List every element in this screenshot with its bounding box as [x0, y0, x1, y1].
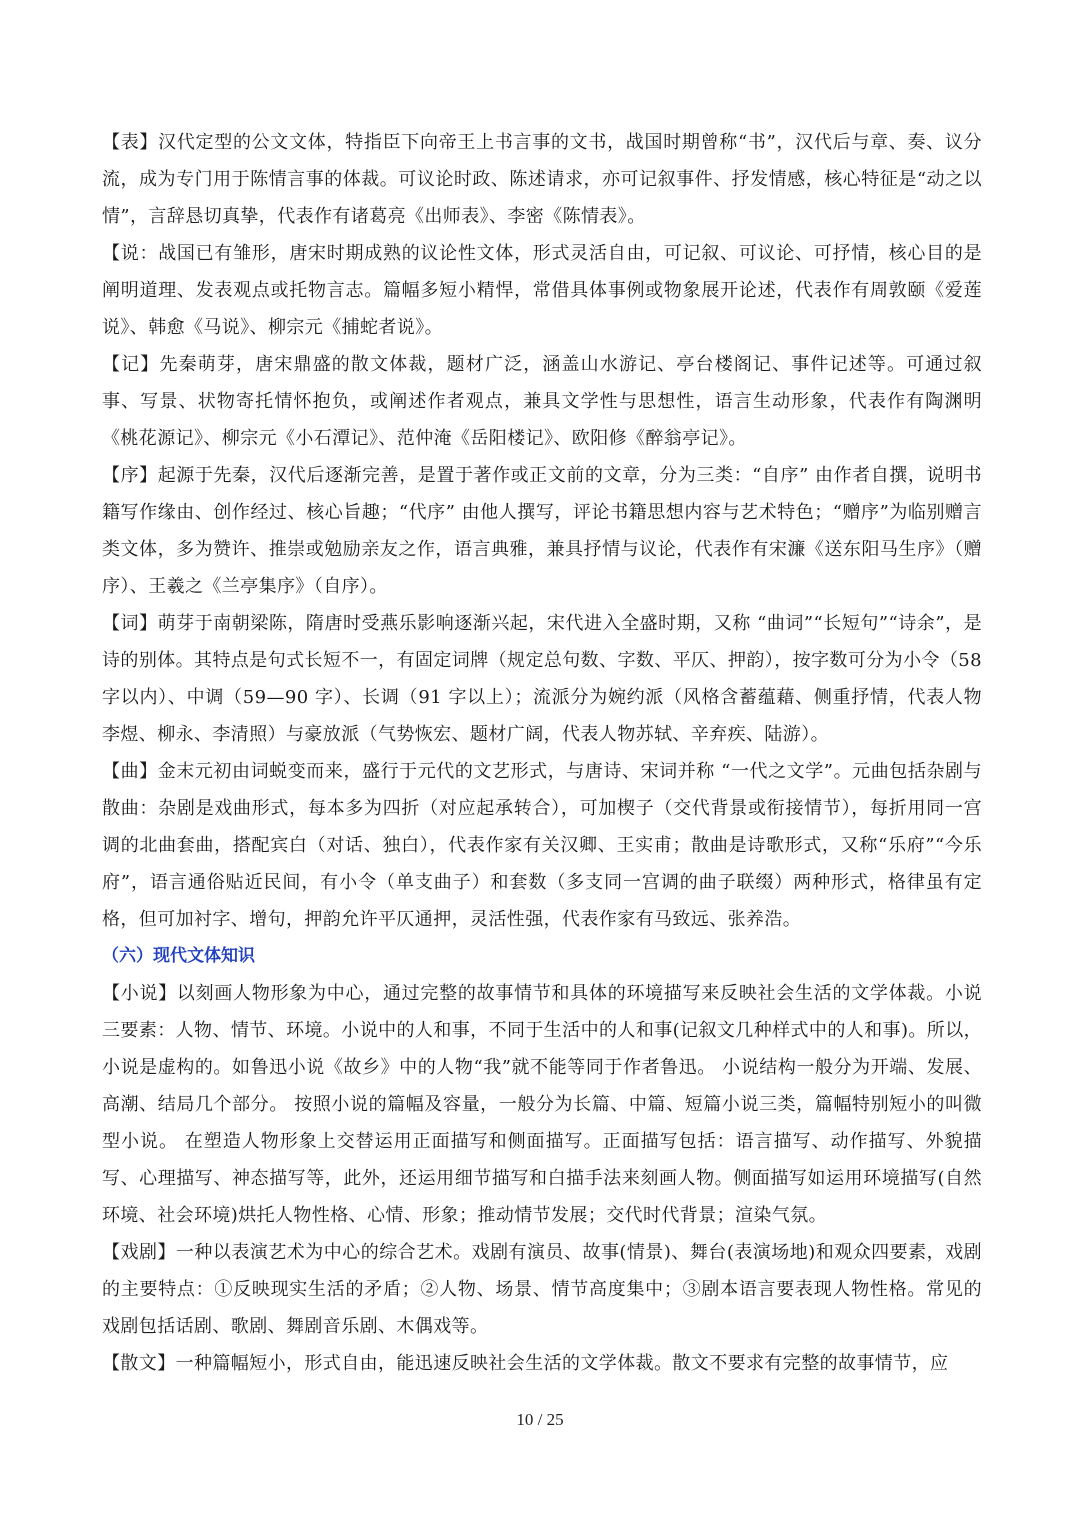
term-label: 【戏剧】 — [102, 1242, 176, 1263]
paragraph-text: 一种以表演艺术为中心的综合艺术。戏剧有演员、故事(情景)、舞台(表演场地)和观众四要素，戏剧的主要特点：①反映现实生活的矛盾；②人物、场景、情节高度集中；③剧本语言要表现人物性格。常见的戏剧包括话剧、歌剧、舞剧音乐剧、木偶戏等。 — [102, 1242, 982, 1337]
paragraph-shuo — [102, 235, 982, 346]
page-number: 10 / 25 — [516, 1410, 564, 1429]
term-label: 【表】 — [102, 132, 159, 153]
paragraph-ji — [102, 346, 982, 457]
paragraph-xiju — [102, 1234, 982, 1345]
paragraph-text: 以刻画人物形象为中心，通过完整的故事情节和具体的环境描写来反映社会生活的文学体裁。小说三要素：人物、情节、环境。小说中的人和事，不同于生活中的人和事(记叙文几种样式中的人和事)。所以，小说是虚构的。如鲁迅小说《故乡》中的人物“我”就不能等同于作者鲁迅。 小说结构一般分为开端、发展、高潮、结局几个部分。 按照小说的篇幅及容量，一般分为长篇、中篇、短篇小说三类，篇幅特别短小的叫微型小说。 在塑造人物形象上交替运用正面描写和侧面描写。正面描写包括：语言描写、动作描写、外貌描写、心理描写、神态描写等，此外，还运用细节描写和白描手法来刻画人物。侧面描写如运用环境描写(自然环境、社会环境)烘托人物性格、心情、形象；推动情节发展；交代时代背景；渲染气氛。 — [102, 983, 982, 1226]
paragraph-xiaoshuo — [102, 975, 982, 1234]
paragraph-ci — [102, 605, 982, 753]
paragraph-text: 萌芽于南朝梁陈，隋唐时受燕乐影响逐渐兴起，宋代进入全盛时期，又称 “曲词”“长短句”“诗余”，是诗的别体。其特点是句式长短不一，有固定词牌（规定总句数、字数、平仄、押韵），按字数可分为小令（58 字以内）、中调（59—90 字）、长调（91 字以上）；流派分为婉约派（风格含蓄蕴藉、侧重抒情，代表人物李煜、柳永、李清照）与豪放派（气势恢宏、题材广阔，代表人物苏轼、辛弃疾、陆游）。 — [102, 613, 982, 745]
term-label: 【词】 — [102, 613, 158, 634]
paragraph-qu — [102, 753, 982, 938]
term-label: 【记】 — [102, 354, 160, 375]
paragraph-text: 战国已有雏形，唐宋时期成熟的议论性文体，形式灵活自由，可记叙、可议论、可抒情，核心目的是阐明道理、发表观点或托物言志。篇幅多短小精悍，常借具体事例或物象展开论述，代表作有周敦颐《爱莲说》、韩愈《马说》、柳宗元《捕蛇者说》。 — [102, 243, 982, 338]
section-heading: （六）现代文体知识 — [102, 946, 255, 966]
paragraph-text: 金末元初由词蜕变而来，盛行于元代的文艺形式，与唐诗、宋词并称 “一代之文学”。元曲包括杂剧与散曲：杂剧是戏曲形式，每本多为四折（对应起承转合），可加楔子（交代背景或衔接情节），每折用同一宫调的北曲套曲，搭配宾白（对话、独白），代表作家有关汉卿、王实甫；散曲是诗歌形式，又称“乐府”“今乐府”，语言通俗贴近民间，有小令（单支曲子）和套数（多支同一宫调的曲子联缀）两种形式，格律虽有定格，但可加衬字、增句，押韵允许平仄通押，灵活性强，代表作家有马致远、张养浩。 — [102, 761, 982, 930]
paragraph-text: 一种篇幅短小，形式自由，能迅速反映社会生活的文学体裁。散文不要求有完整的故事情节，应 — [175, 1353, 949, 1374]
term-label: 【说： — [102, 243, 159, 264]
term-label: 【小说】 — [102, 983, 177, 1004]
paragraph-text: 汉代定型的公文文体，特指臣下向帝王上书言事的文书，战国时期曾称“书”，汉代后与章、奏、议分流，成为专门用于陈情言事的体裁。可议论时政、陈述请求，亦可记叙事件、抒发情感，核心特征是“动之以情”，言辞恳切真挚，代表作有诸葛亮《出师表》、李密《陈情表》。 — [102, 132, 982, 227]
term-label: 【曲】 — [102, 761, 158, 782]
term-label: 【散文】 — [102, 1353, 176, 1374]
paragraph-xu — [102, 457, 982, 605]
document-page — [102, 124, 982, 1382]
paragraph-text: 先秦萌芽，唐宋鼎盛的散文体裁，题材广泛，涵盖山水游记、亭台楼阁记、事件记述等。可通过叙事、写景、状物寄托情怀抱负，或阐述作者观点，兼具文学性与思想性，语言生动形象，代表作有陶渊明《桃花源记》、柳宗元《小石潭记》、范仲淹《岳阳楼记》、欧阳修《醉翁亭记》。 — [102, 354, 983, 449]
paragraph-sanwen — [102, 1345, 982, 1382]
term-label: 【序】 — [102, 465, 158, 486]
paragraph-biao — [102, 124, 982, 235]
paragraph-text: 起源于先秦，汉代后逐渐完善，是置于著作或正文前的文章，分为三类：“自序” 由作者自撰，说明书籍写作缘由、创作经过、核心旨趣；“代序” 由他人撰写，评论书籍思想内容与艺术特色；“赠序”为临别赠言类文体，多为赞许、推崇或勉励亲友之作，语言典雅，兼具抒情与议论，代表作有宋濂《送东阳马生序》（赠序）、王羲之《兰亭集序》（自序）。 — [102, 465, 982, 597]
